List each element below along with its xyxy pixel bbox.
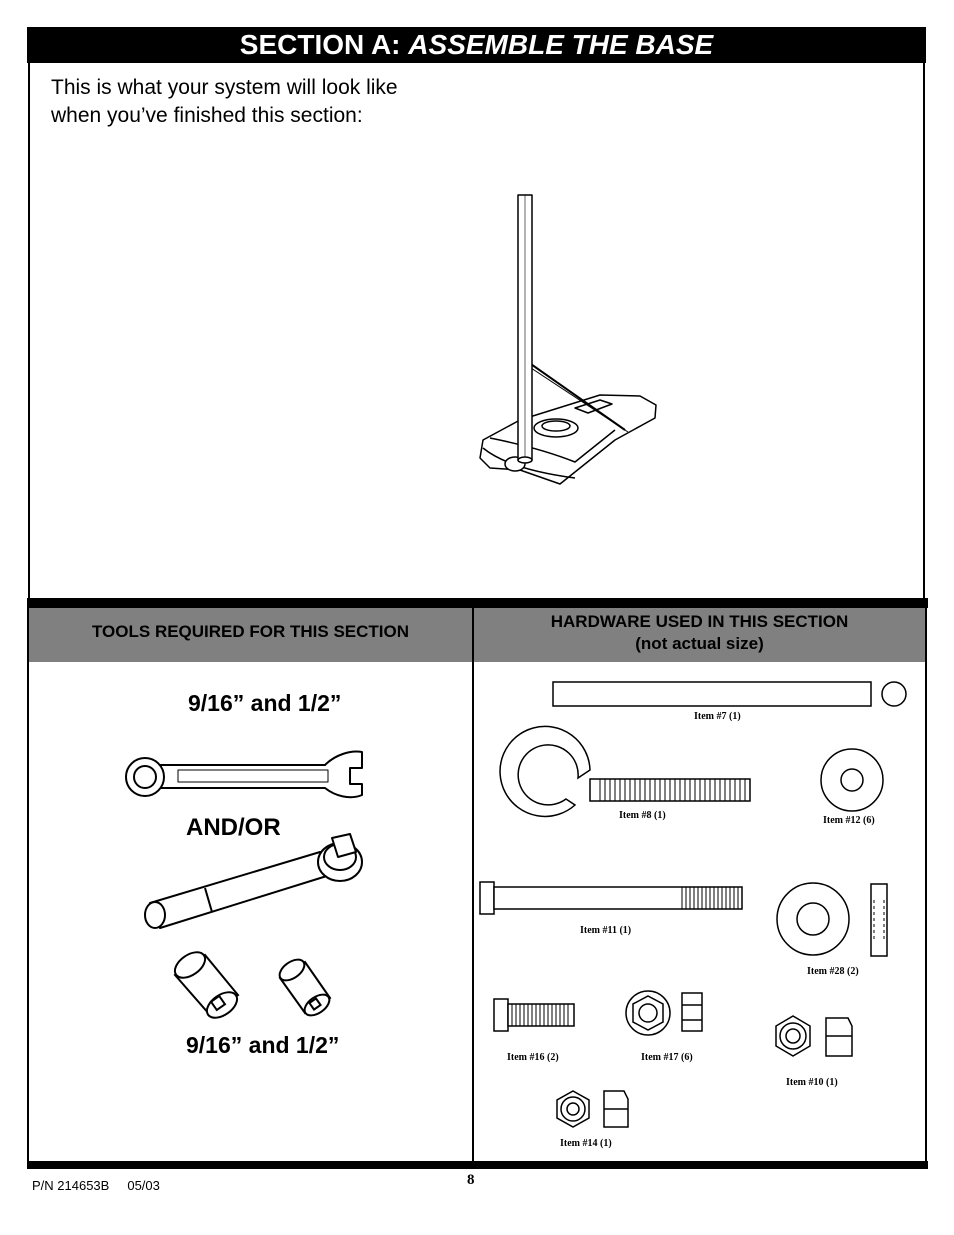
intro-line-1: This is what your system will look like	[51, 76, 398, 99]
item-8-label: Item #8 (1)	[619, 810, 666, 821]
item-17-label: Item #17 (6)	[641, 1052, 693, 1063]
footer-info	[32, 1178, 160, 1193]
item-7-label: Item #7 (1)	[694, 711, 741, 722]
wrench-size-label: 9/16” and 1/2”	[188, 690, 342, 716]
tools-heading: TOOLS REQUIRED FOR THIS SECTION	[29, 608, 472, 662]
revision-date: 05/03	[127, 1178, 160, 1193]
page-number: 8	[467, 1172, 475, 1188]
and-or-label: AND/OR	[186, 814, 281, 841]
item-11-label: Item #11 (1)	[580, 925, 632, 936]
section-header-prefix: SECTION A:	[239, 29, 409, 60]
socket-size-label: 9/16” and 1/2”	[186, 1032, 340, 1058]
intro-line-2: when you’ve finished this section:	[51, 104, 363, 127]
item-10-label: Item #10 (1)	[786, 1077, 838, 1088]
hardware-heading-line-2: (not actual size)	[635, 634, 764, 653]
part-number: P/N 214653B	[32, 1178, 110, 1193]
section-header-title: ASSEMBLE THE BASE	[408, 29, 714, 60]
item-12-label: Item #12 (6)	[823, 815, 875, 826]
item-28-label: Item #28 (2)	[807, 966, 859, 977]
item-14-label: Item #14 (1)	[560, 1138, 612, 1149]
item-16-label: Item #16 (2)	[507, 1052, 559, 1063]
hardware-heading-line-1: HARDWARE USED IN THIS SECTION	[550, 612, 849, 631]
